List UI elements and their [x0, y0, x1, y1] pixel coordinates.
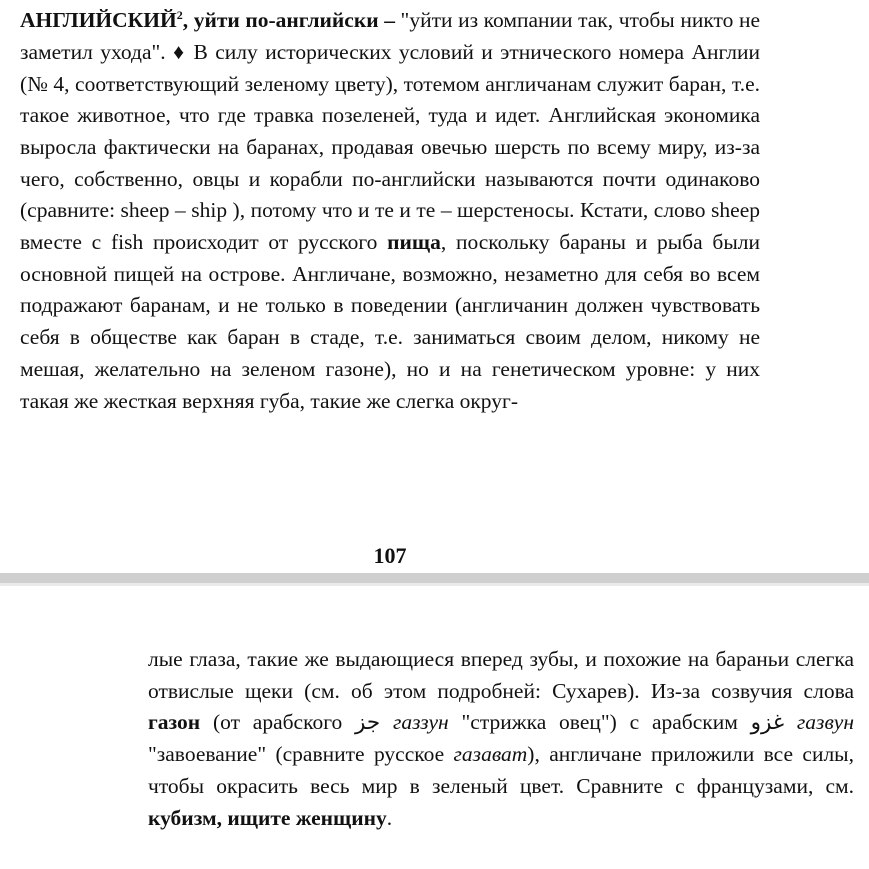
page-divider: [0, 573, 869, 583]
bold-cross-reference: кубизм, ищите женщину: [148, 805, 387, 830]
body-part-6: "завоевание" (сравните русское: [148, 742, 454, 767]
body-part-7: ), англичане приложили все силы, чтобы окрасить весь мир в зеленый цвет. Сравните с французами, см.: [148, 742, 855, 798]
body-part-3: лые глаза, такие же выдающиеся вперед зубы, и похожие на бараньи слегка отвислые щеки (см. об этом подробней: Сухарев). Из-за созвучия слова: [148, 647, 854, 703]
bold-term-pishcha: пища: [387, 230, 441, 255]
body-part-2: , поскольку бараны и рыба были основной пищей на острове. Англичане, возможно, незаметно для себя во всем подражают баранам, и не только в поведении (англичанин должен чувствовать себя в обществе как баран в стаде, т.е. заниматься своим делом, никому не мешая, желательно на зеленом газоне), но и на генетическом уровне: у них такая же жесткая верхняя губа, такие же слегка округ-: [20, 230, 760, 413]
arabic-word-1: جز: [355, 710, 381, 736]
dash: –: [378, 8, 401, 33]
italic-gazzun: газзун: [393, 710, 449, 735]
page-108: [0, 586, 869, 869]
comma: ,: [182, 8, 194, 33]
body-part-5: "стрижка овец") с арабским: [448, 710, 751, 735]
entry-text-bottom: [148, 644, 854, 834]
headword-superscript: 2: [176, 8, 183, 22]
body-part-1: "уйти из компании так, чтобы никто не заметил ухода". ♦ В силу исторических условий и этнического номера Англии (№ 4, соответствующий зеленому цвету), тотемом англичанам служит баран, т.е. такое животное, что где травка позеленей, туда и идет. Английская экономика выросла фактически на баранах, продавая овечью шерсть по всему миру, из-за чего, собственно, овцы и корабли по-английски называются почти одинаково (сравните: sheep – ship ), потому что и те и те – шерстеносы. Кстати, слово sheep вместе с fish происходит от русского: [20, 8, 761, 255]
arabic-word-2: غزو: [750, 710, 785, 736]
headword: АНГЛИЙСКИЙ: [20, 8, 177, 33]
bold-term-gazon: газон: [148, 710, 201, 735]
final-period: .: [386, 805, 393, 830]
body-part-4: (от арабского: [200, 710, 356, 735]
italic-gazvun: газвун: [796, 710, 854, 735]
page-number: 107: [373, 543, 407, 568]
idiom: уйти по-английски: [193, 8, 379, 33]
italic-gazavat: газават: [453, 742, 528, 767]
entry-text-top: [20, 0, 760, 417]
